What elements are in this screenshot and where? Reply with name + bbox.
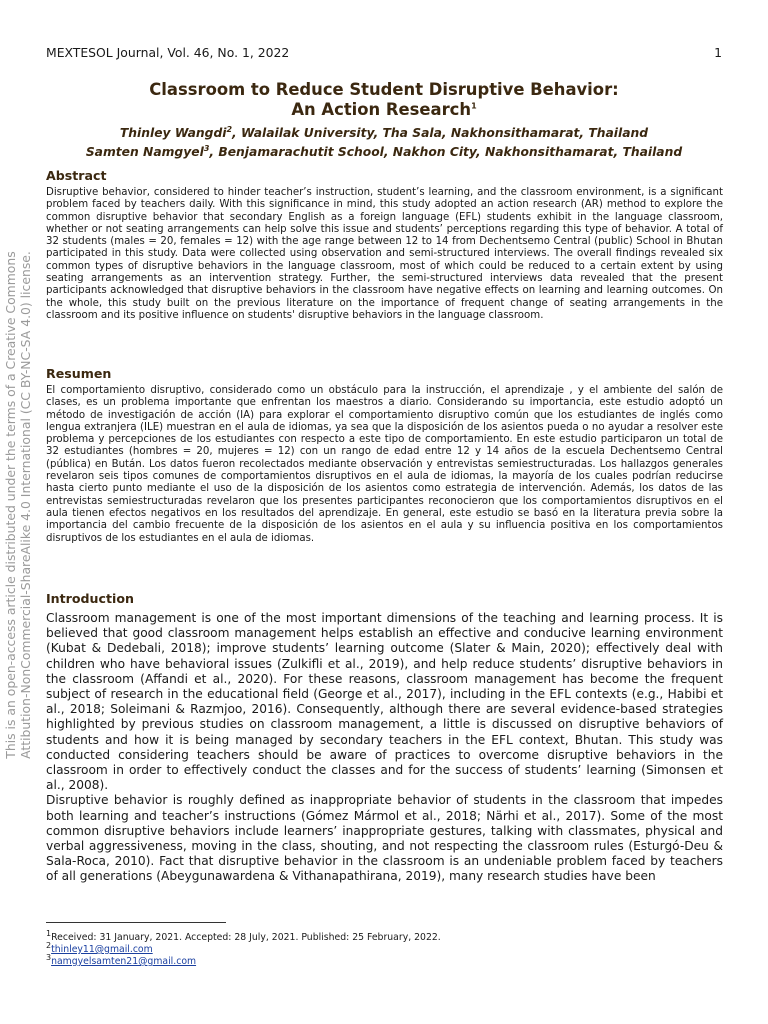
resumen-text: El comportamiento disruptivo, considerado como un obstáculo para la instrucción, el aprendizaje , y el ambiente del salón de clases, es un problema importante que enfrentan los maestros a diario. Considerando su importancia, este estudio adoptó un método de investigación de acción (IA) para explorar el comportamiento disruptivo común que los estudiantes de inglés como lengua extranjera (ILE) muestran en el aula de idiomas, ya sea que la disposición de los asientos pueda o no ayudar a resolver este problema y percepciones de los estudiantes con respecto a este tipo de comportamiento. En este estudio participaron un total de 32 estudiantes (hombres = 20, mujeres = 12) con un rango de edad entre 12 y 14 años de la escuela Dechentsemo Central (pública) en Bután. Los datos fueron recolectados mediante observación y entrevistas semiestructuradas. Los hallazgos generales revelaron seis tipos comunes de comportamientos disruptivos en el aula de idiomas, la mayoría de los cuales podrían reducirse hasta cierto punto mediante el uso de la disposición de los asientos como estrategia de intervención. Además, los datos de las entrevistas semiestructuradas revelaron que los presentes participantes reconocieron que los comportamientos disruptivos en el aula tienen efectos negativos en los resultados del aprendizaje. En general, este estudio se basó en la literatura previa sobre la importancia del cambio frecuente de la disposición de los asientos en el aula y su influencia positiva en los comportamientos disruptivos de los estudiantes en el aula de idiomas. <box>46 385 723 544</box>
footnote: $^2$thinley11@gmail.com <box>46 940 153 955</box>
introduction-body <box>46 611 723 885</box>
license-line-2: Attibution-NonCommercial-ShareAlike 4.0 International (CC BY-NC-SA 4.0) license. <box>18 251 33 759</box>
resumen-heading: Resumen <box>46 366 112 381</box>
author-affiliation: , Walailak University, Tha Sala, Nakhonsithamarat, Thailand <box>232 126 649 140</box>
license-notice <box>3 251 33 759</box>
footnote-marker[interactable]: 2 <box>226 124 233 134</box>
footnote: $^3$namgyelsamten21@gmail.com <box>46 952 197 967</box>
license-sidebar <box>0 0 36 1024</box>
footnote-marker[interactable]: 3 <box>203 143 210 153</box>
paper-title <box>46 80 722 120</box>
title-line-1: Classroom to Reduce Student Disruptive Behavior: <box>149 80 619 99</box>
introduction-paragraph: Classroom management is one of the most important dimensions of the teaching and learning process. It is believed that good classroom management helps establish an effective and conducive learning environment (Kubat & Dedebali, 2018); improve students’ learning outcome (Slater & Main, 2020); effectively deal with children who have behavioral issues (Zulkifli et al., 2019), and help reduce students’ disruptive behaviors in the classroom (Affandi et al., 2020). For these reasons, classroom management has become the frequent subject of research in the educational field (George et al., 2017), including in the EFL contexts (e.g., Habibi et al., 2018; Soleimani & Razmjoo, 2016). Consequently, although there are several evidence-based strategies highlighted by previous studies on classroom management, a little is discussed on disruptive behaviors of students and how it is being managed by secondary teachers in the EFL context, Bhutan. This study was conducted considering teachers should be aware of practices to overcome disruptive behaviors in the classroom in order to effectively conduct the classes and for the success of students’ learning (Simonsen et al., 2008). <box>46 611 723 793</box>
running-header <box>46 45 722 60</box>
footnote-marker[interactable]: 1 <box>471 101 477 111</box>
author-name: Thinley Wangdi <box>119 126 227 140</box>
author-line <box>46 124 722 143</box>
introduction-heading: Introduction <box>46 591 134 606</box>
page-number: 1 <box>714 45 722 60</box>
author-list <box>46 124 722 162</box>
introduction-paragraph: Disruptive behavior is roughly defined as inappropriate behavior of students in the classroom that impedes both learning and teacher’s instructions (Gómez Mármol et al., 2018; Närhi et al., 2017). Some of the most common disruptive behaviors include learners’ inappropriate gestures, talking with classmates, physical and verbal aggressiveness, moving in the class, shouting, and not respecting the classroom rules (Esturgó-Deu & Sala-Roca, 2010). Fact that disruptive behavior in the classroom is an undeniable problem faced by teachers of all generations (Abeygunawardena & Vithanapathirana, 2019), many research studies have been <box>46 793 723 884</box>
author-affiliation: , Benjamarachutit School, Nakhon City, Nakhonsithamarat, Thailand <box>209 145 683 159</box>
email-link[interactable]: thinley11@gmail.com <box>51 944 153 955</box>
license-line-1: This is an open-access article distributed under the terms of a Creative Commons <box>3 251 18 759</box>
title-line-2: An Action Research$^1$ <box>291 100 477 119</box>
email-link[interactable]: namgyelsamten21@gmail.com <box>51 956 197 967</box>
footnote-divider <box>46 922 226 923</box>
journal-citation: MEXTESOL Journal, Vol. 46, No. 1, 2022 <box>46 45 290 60</box>
abstract-heading: Abstract <box>46 168 107 183</box>
author-name: Samten Namgyel <box>85 145 204 159</box>
author-line <box>46 143 722 162</box>
abstract-text: Disruptive behavior, considered to hinder teacher’s instruction, student’s learning, and the classroom environment, is a significant problem faced by teachers daily. With this significance in mind, this study adopted an action research (AR) method to explore the common disruptive behavior that secondary English as a foreign language (EFL) students exhibit in the language classroom, whether or not seating arrangements can help solve this issue and students’ perceptions regarding this type of behavior. A total of 32 students (males = 20, females = 12) with the age range between 12 to 14 from Dechentsemo Central (public) School in Bhutan participated in this study. Data were collected using observation and semi-structured interviews. The overall findings revealed six common types of disruptive behaviors in the language classroom, most of which could be reduced to a certain extent by using seating arrangements as an intervention strategy. Further, the semi-structured interviews data revealed that the present participants acknowledged that disruptive behaviors in the classroom have negative effects on learning and learning outcomes. On the whole, this study built on the previous literature on the importance of frequent change of seating arrangements in the classroom and its positive influence on students' disruptive behaviors in the language classroom. <box>46 187 723 321</box>
footnote: $^1$Received: 31 January, 2021. Accepted: 28 July, 2021. Published: 25 February, 2022. <box>46 928 441 943</box>
